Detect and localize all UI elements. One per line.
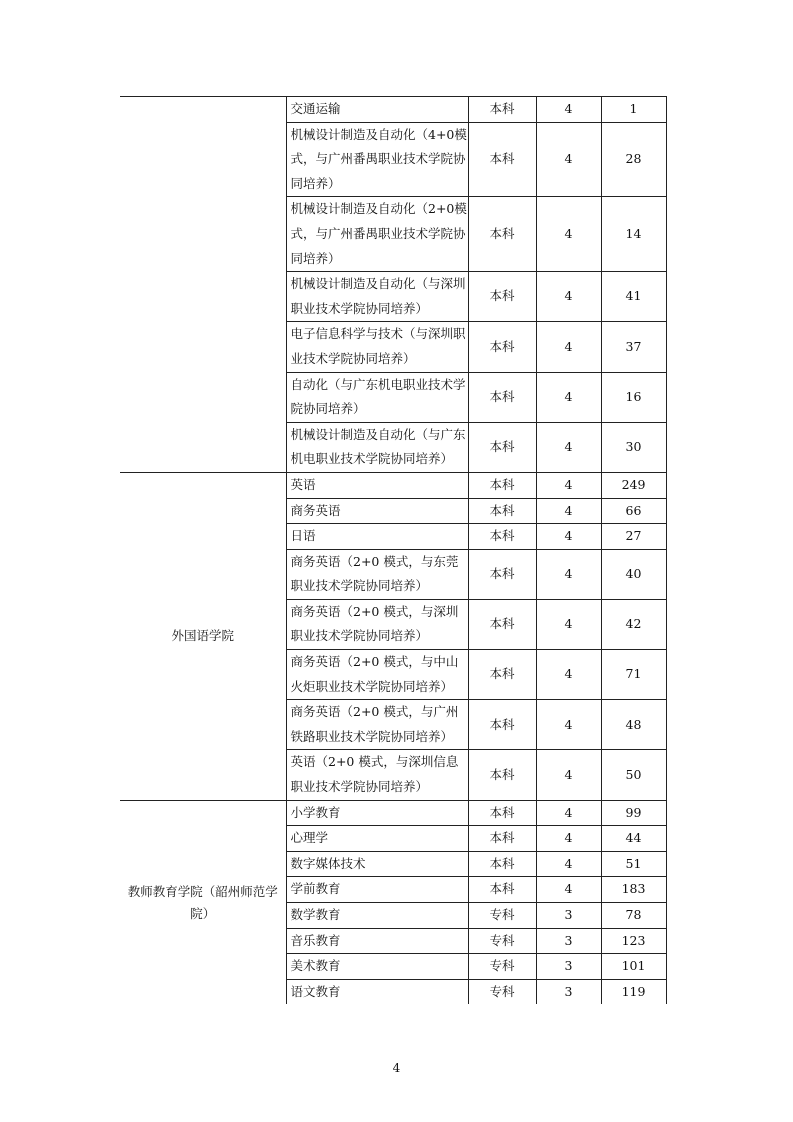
count-cell: 37 xyxy=(601,322,666,372)
years-cell: 4 xyxy=(536,472,601,498)
years-cell: 4 xyxy=(536,826,601,852)
count-cell: 30 xyxy=(601,422,666,472)
years-cell: 3 xyxy=(536,928,601,954)
level-cell: 本科 xyxy=(468,498,536,524)
count-cell: 14 xyxy=(601,197,666,272)
major-cell: 电子信息科学与技术（与深圳职业技术学院协同培养） xyxy=(286,322,468,372)
enrollment-table xyxy=(120,96,667,1004)
count-cell: 48 xyxy=(601,700,666,750)
count-cell: 249 xyxy=(601,472,666,498)
major-cell: 日语 xyxy=(286,524,468,550)
level-cell: 专科 xyxy=(468,954,536,980)
years-cell: 4 xyxy=(536,498,601,524)
college-cell xyxy=(120,97,286,473)
major-cell: 机械设计制造及自动化（4+0模式，与广州番禺职业技术学院协同培养） xyxy=(286,122,468,197)
count-cell: 41 xyxy=(601,272,666,322)
years-cell: 4 xyxy=(536,272,601,322)
count-cell: 123 xyxy=(601,928,666,954)
count-cell: 27 xyxy=(601,524,666,550)
years-cell: 4 xyxy=(536,750,601,800)
level-cell: 专科 xyxy=(468,928,536,954)
level-cell: 本科 xyxy=(468,472,536,498)
years-cell: 4 xyxy=(536,877,601,903)
years-cell: 4 xyxy=(536,122,601,197)
major-cell: 心理学 xyxy=(286,826,468,852)
count-cell: 50 xyxy=(601,750,666,800)
count-cell: 99 xyxy=(601,800,666,826)
count-cell: 51 xyxy=(601,851,666,877)
major-cell: 音乐教育 xyxy=(286,928,468,954)
count-cell: 16 xyxy=(601,372,666,422)
level-cell: 本科 xyxy=(468,122,536,197)
count-cell: 183 xyxy=(601,877,666,903)
major-cell: 机械设计制造及自动化（2+0模式，与广州番禺职业技术学院协同培养） xyxy=(286,197,468,272)
years-cell: 4 xyxy=(536,422,601,472)
years-cell: 4 xyxy=(536,322,601,372)
level-cell: 本科 xyxy=(468,422,536,472)
level-cell: 本科 xyxy=(468,272,536,322)
major-cell: 商务英语（2+0 模式，与广州铁路职业技术学院协同培养） xyxy=(286,700,468,750)
major-cell: 数学教育 xyxy=(286,903,468,929)
count-cell: 119 xyxy=(601,979,666,1004)
major-cell: 商务英语（2+0 模式，与中山火炬职业技术学院协同培养） xyxy=(286,650,468,700)
level-cell: 本科 xyxy=(468,800,536,826)
years-cell: 4 xyxy=(536,197,601,272)
years-cell: 3 xyxy=(536,979,601,1004)
table-row xyxy=(120,800,666,826)
major-cell: 机械设计制造及自动化（与广东机电职业技术学院协同培养） xyxy=(286,422,468,472)
count-cell: 44 xyxy=(601,826,666,852)
years-cell: 3 xyxy=(536,954,601,980)
count-cell: 42 xyxy=(601,599,666,649)
major-cell: 小学教育 xyxy=(286,800,468,826)
major-cell: 自动化（与广东机电职业技术学院协同培养） xyxy=(286,372,468,422)
count-cell: 101 xyxy=(601,954,666,980)
major-cell: 机械设计制造及自动化（与深圳职业技术学院协同培养） xyxy=(286,272,468,322)
major-cell: 学前教育 xyxy=(286,877,468,903)
major-cell: 语文教育 xyxy=(286,979,468,1004)
level-cell: 本科 xyxy=(468,877,536,903)
count-cell: 40 xyxy=(601,549,666,599)
table-body xyxy=(120,97,666,1005)
level-cell: 本科 xyxy=(468,322,536,372)
level-cell: 专科 xyxy=(468,979,536,1004)
major-cell: 商务英语（2+0 模式，与深圳职业技术学院协同培养） xyxy=(286,599,468,649)
years-cell: 3 xyxy=(536,903,601,929)
years-cell: 4 xyxy=(536,372,601,422)
count-cell: 66 xyxy=(601,498,666,524)
level-cell: 本科 xyxy=(468,851,536,877)
major-cell: 美术教育 xyxy=(286,954,468,980)
years-cell: 4 xyxy=(536,599,601,649)
years-cell: 4 xyxy=(536,800,601,826)
page-number: 4 xyxy=(392,1061,401,1075)
major-cell: 交通运输 xyxy=(286,97,468,123)
years-cell: 4 xyxy=(536,524,601,550)
count-cell: 71 xyxy=(601,650,666,700)
count-cell: 78 xyxy=(601,903,666,929)
level-cell: 本科 xyxy=(468,750,536,800)
table-row xyxy=(120,97,666,123)
years-cell: 4 xyxy=(536,851,601,877)
college-cell: 外国语学院 xyxy=(120,472,286,800)
level-cell: 本科 xyxy=(468,524,536,550)
major-cell: 商务英语 xyxy=(286,498,468,524)
major-cell: 英语（2+0 模式，与深圳信息职业技术学院协同培养） xyxy=(286,750,468,800)
years-cell: 4 xyxy=(536,650,601,700)
years-cell: 4 xyxy=(536,549,601,599)
level-cell: 本科 xyxy=(468,372,536,422)
level-cell: 本科 xyxy=(468,700,536,750)
count-cell: 28 xyxy=(601,122,666,197)
level-cell: 本科 xyxy=(468,599,536,649)
level-cell: 本科 xyxy=(468,650,536,700)
level-cell: 本科 xyxy=(468,826,536,852)
major-cell: 数字媒体技术 xyxy=(286,851,468,877)
years-cell: 4 xyxy=(536,97,601,123)
level-cell: 本科 xyxy=(468,549,536,599)
level-cell: 本科 xyxy=(468,197,536,272)
level-cell: 专科 xyxy=(468,903,536,929)
college-cell: 教师教育学院（韶州师范学院） xyxy=(120,800,286,1004)
count-cell: 1 xyxy=(601,97,666,123)
years-cell: 4 xyxy=(536,700,601,750)
table-row xyxy=(120,472,666,498)
major-cell: 英语 xyxy=(286,472,468,498)
level-cell: 本科 xyxy=(468,97,536,123)
major-cell: 商务英语（2+0 模式，与东莞职业技术学院协同培养） xyxy=(286,549,468,599)
